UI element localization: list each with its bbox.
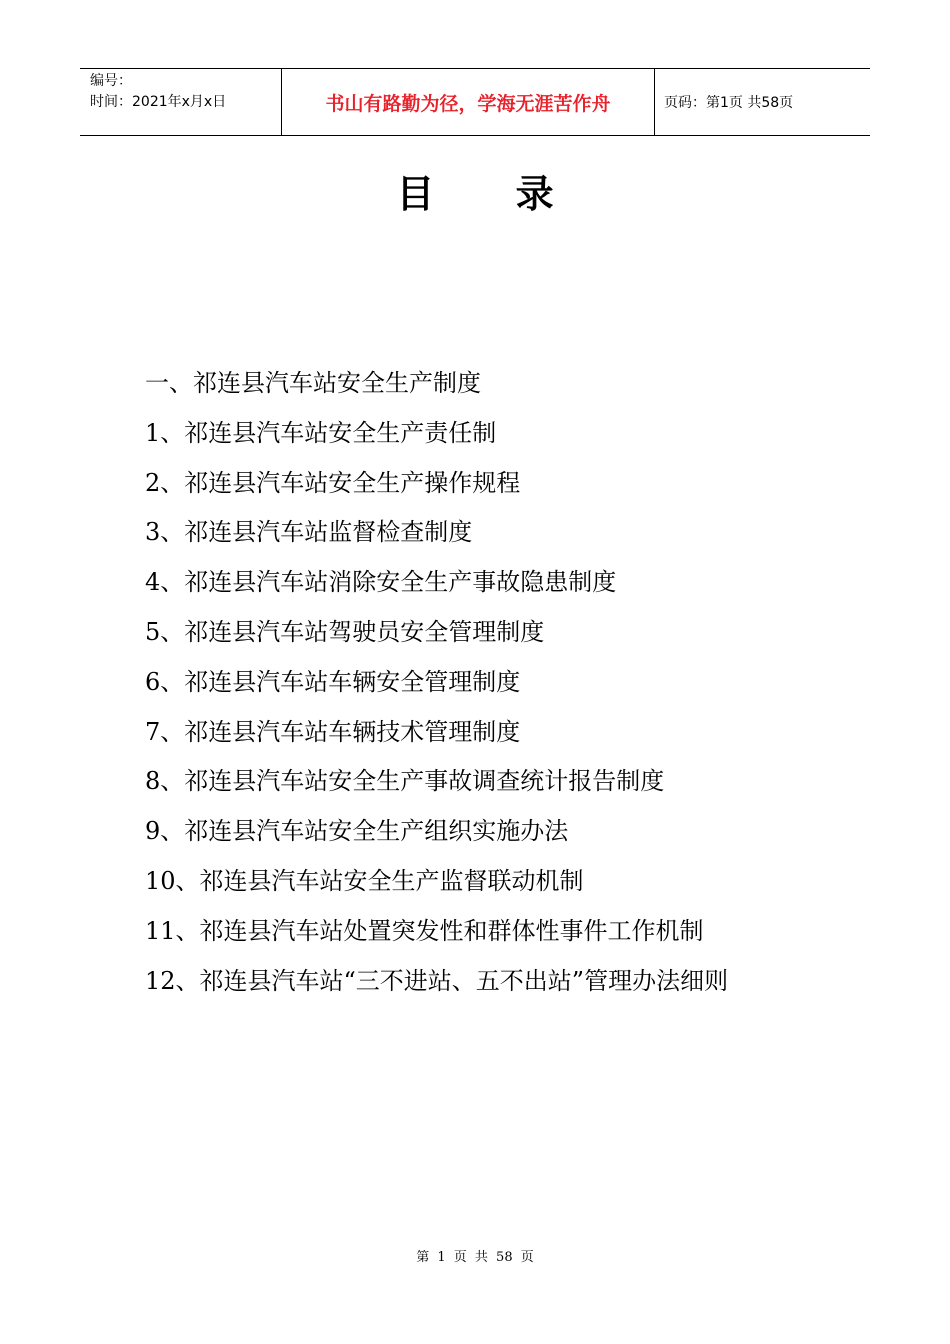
toc-item: 6、祁连县汽车站车辆安全管理制度 [145, 667, 521, 696]
toc-item: 一、祁连县汽车站安全生产制度 [145, 369, 481, 397]
page-title: 目 录 [396, 172, 588, 216]
header-motto: 书山有路勤为径，学海无涯苦作舟 [281, 69, 655, 135]
number-label: 编号： [90, 73, 132, 89]
table-of-contents [145, 364, 728, 1011]
page-header [80, 68, 870, 136]
toc-item: 8、祁连县汽车站安全生产事故调查统计报告制度 [145, 767, 665, 796]
toc-item: 1、祁连县汽车站安全生产责任制 [145, 418, 497, 447]
toc-item: 7、祁连县汽车站车辆技术管理制度 [145, 717, 521, 746]
header-page-info: 页码：第1页 共58页 [664, 95, 794, 111]
page-footer: 第 1 页 共 58 页 [416, 1250, 534, 1265]
toc-item: 4、祁连县汽车站消除安全生产事故隐患制度 [145, 568, 617, 597]
toc-item: 10、祁连县汽车站安全生产监督联动机制 [145, 866, 584, 895]
toc-item: 12、祁连县汽车站“三不进站、五不出站”管理办法细则 [145, 966, 729, 995]
header-meta [80, 69, 281, 135]
toc-item: 2、祁连县汽车站安全生产操作规程 [145, 468, 521, 497]
toc-item: 11、祁连县汽车站处置突发性和群体性事件工作机制 [145, 916, 704, 945]
toc-item: 9、祁连县汽车站安全生产组织实施办法 [145, 817, 569, 846]
toc-item: 3、祁连县汽车站监督检查制度 [145, 518, 473, 547]
toc-item: 5、祁连县汽车站驾驶员安全管理制度 [145, 617, 545, 646]
time-label: 时间：2021年x月x日 [90, 94, 227, 110]
